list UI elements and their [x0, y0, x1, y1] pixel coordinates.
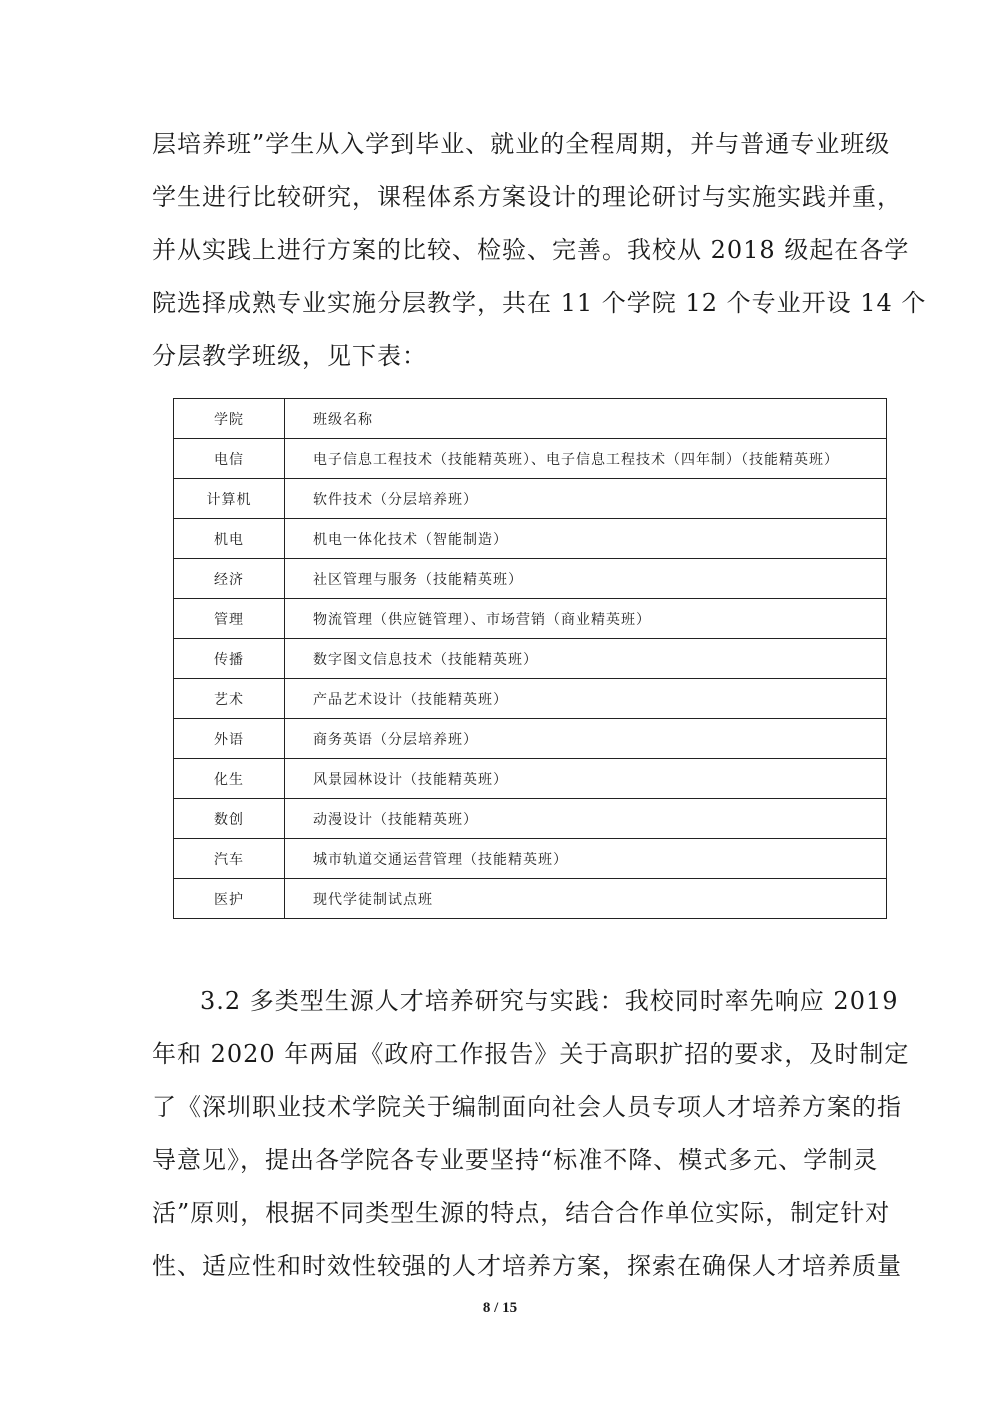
cell-class-name: 软件技术（分层培养班）: [285, 479, 887, 519]
table-row: [174, 719, 887, 759]
text-line: 了《深圳职业技术学院关于编制面向社会人员专项人才培养方案的指: [152, 1093, 902, 1121]
cell-class-name: 现代学徒制试点班: [285, 879, 887, 919]
cell-college: 传播: [174, 639, 285, 679]
text-line: 性、适应性和时效性较强的人才培养方案，探索在确保人才培养质量: [152, 1252, 902, 1280]
paragraph-section-3-2: [152, 975, 910, 1293]
text-line: 活”原则，根据不同类型生源的特点，结合合作单位实际，制定针对: [152, 1199, 891, 1227]
cell-college: 计算机: [174, 479, 285, 519]
cell-class-name: 产品艺术设计（技能精英班）: [285, 679, 887, 719]
cell-class-name: 商务英语（分层培养班）: [285, 719, 887, 759]
cell-college: 艺术: [174, 679, 285, 719]
text-line: 导意见》，提出各学院各专业要坚持“标准不降、模式多元、学制灵: [152, 1146, 879, 1174]
cell-college: 电信: [174, 439, 285, 479]
table-row: [174, 559, 887, 599]
cell-class-name: 数字图文信息技术（技能精英班）: [285, 639, 887, 679]
cell-college: 外语: [174, 719, 285, 759]
layered-classes-table: [173, 398, 887, 919]
text-line: 年和 2020 年两届《政府工作报告》关于高职扩招的要求，及时制定: [152, 1040, 910, 1068]
cell-class-name: 机电一体化技术（智能制造）: [285, 519, 887, 559]
table-row: [174, 759, 887, 799]
text-line: 学生进行比较研究，课程体系方案设计的理论研讨与实施实践并重，: [152, 183, 902, 211]
cell-class-name: 社区管理与服务（技能精英班）: [285, 559, 887, 599]
cell-college: 数创: [174, 799, 285, 839]
cell-college: 机电: [174, 519, 285, 559]
table-row: [174, 439, 887, 479]
table-row: [174, 639, 887, 679]
paragraph-intro: [152, 118, 927, 383]
text-line: 3.2 多类型生源人才培养研究与实践：我校同时率先响应 2019: [200, 987, 899, 1015]
table-row: [174, 879, 887, 919]
cell-college: 汽车: [174, 839, 285, 879]
page-number: 8 / 15: [482, 1300, 518, 1316]
cell-class-name: 动漫设计（技能精英班）: [285, 799, 887, 839]
cell-class-name: 风景园林设计（技能精英班）: [285, 759, 887, 799]
cell-college: 经济: [174, 559, 285, 599]
cell-class-name: 物流管理（供应链管理）、市场营销（商业精英班）: [285, 599, 887, 639]
header-college: 学院: [174, 399, 285, 439]
table-row: [174, 839, 887, 879]
cell-class-name: 城市轨道交通运营管理（技能精英班）: [285, 839, 887, 879]
text-line: 院选择成熟专业实施分层教学，共在 11 个学院 12 个专业开设 14 个: [152, 289, 927, 317]
table-header-row: [174, 399, 887, 439]
table-row: [174, 799, 887, 839]
text-line: 分层教学班级，见下表：: [152, 342, 427, 370]
cell-class-name: 电子信息工程技术（技能精英班）、电子信息工程技术（四年制）（技能精英班）: [285, 439, 887, 479]
cell-college: 管理: [174, 599, 285, 639]
table-row: [174, 599, 887, 639]
text-line: 并从实践上进行方案的比较、检验、完善。我校从 2018 级起在各学: [152, 236, 910, 264]
header-class-name: 班级名称: [285, 399, 887, 439]
cell-college: 化生: [174, 759, 285, 799]
table-row: [174, 679, 887, 719]
text-line: 层培养班”学生从入学到毕业、就业的全程周期，并与普通专业班级: [152, 130, 891, 158]
table-row: [174, 479, 887, 519]
table-row: [174, 519, 887, 559]
cell-college: 医护: [174, 879, 285, 919]
